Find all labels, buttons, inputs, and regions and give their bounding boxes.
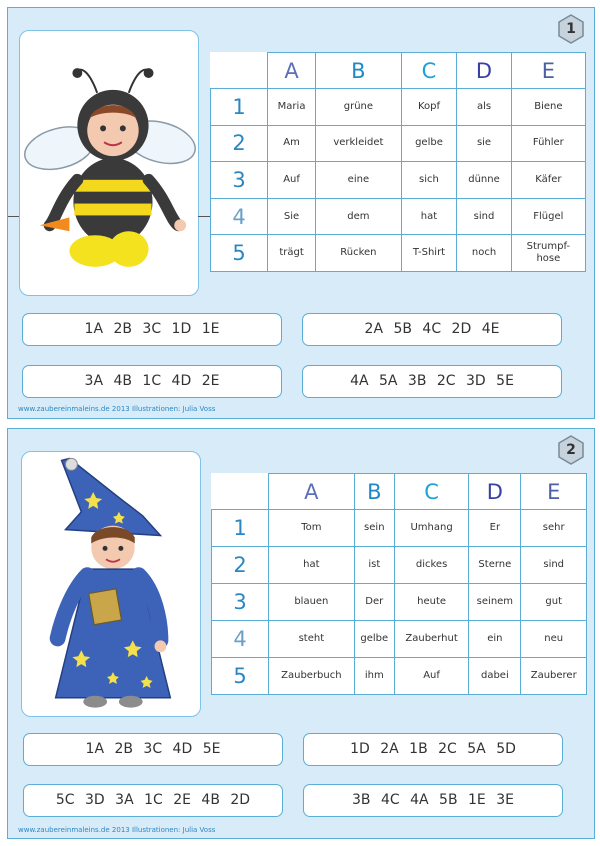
column-header: E [521,474,587,510]
footer-credit: www.zaubereinmaleins.de 2013 Illustrationen: Julia Voss [18,405,216,413]
grid-corner [212,474,269,510]
word-cell: dünne [457,162,511,199]
code-box: 2A 5B 4C 2D 4E [302,313,562,346]
word-cell: gelbe [401,125,457,162]
word-cell: grüne [316,89,401,126]
word-cell: Auf [268,162,316,199]
row-header: 1 [211,89,268,126]
column-header: D [469,474,521,510]
footer-credit: www.zaubereinmaleins.de 2013 Illustrationen: Julia Voss [18,826,216,834]
word-cell: Umhang [394,510,468,547]
row-header: 4 [211,198,268,235]
word-cell: verkleidet [316,125,401,162]
row-header: 2 [211,125,268,162]
row-header: 3 [212,584,269,621]
word-cell: sie [457,125,511,162]
word-cell: Er [469,510,521,547]
word-cell: blauen [269,584,355,621]
code-box: 3B 4C 4A 5B 1E 3E [303,784,563,817]
word-cell: Rücken [316,235,401,272]
word-cell: Zauberhut [394,621,468,658]
wizard-boy-illustration [21,451,201,717]
puzzle-card-1 [7,7,595,419]
word-cell: gut [521,584,587,621]
word-cell: hat [401,198,457,235]
column-header: C [394,474,468,510]
card-number-badge [556,435,586,465]
word-cell: steht [269,621,355,658]
row-header: 5 [211,235,268,272]
column-header: A [269,474,355,510]
word-cell: sind [457,198,511,235]
word-cell: ist [354,547,394,584]
row-header: 5 [212,658,269,695]
word-cell: ihm [354,658,394,695]
row-header: 4 [212,621,269,658]
column-header: A [268,53,316,89]
grid-corner [211,53,268,89]
card-number: 2 [566,442,576,458]
word-cell: als [457,89,511,126]
row-header: 2 [212,547,269,584]
row-header: 3 [211,162,268,199]
word-cell: trägt [268,235,316,272]
word-cell: Zauberbuch [269,658,355,695]
bee-girl-illustration [19,30,199,296]
word-cell: Biene [511,89,585,126]
word-cell: eine [316,162,401,199]
word-cell: sein [354,510,394,547]
word-cell: heute [394,584,468,621]
code-box: 5C 3D 3A 1C 2E 4B 2D [23,784,283,817]
puzzle-card-2 [7,428,595,839]
word-cell: seinem [469,584,521,621]
bee-costume-icon [20,31,198,295]
word-cell: sehr [521,510,587,547]
card-number-badge [556,14,586,44]
column-header: B [316,53,401,89]
code-box: 4A 5A 3B 2C 3D 5E [302,365,562,398]
card-number: 1 [566,21,576,37]
word-cell: gelbe [354,621,394,658]
word-cell: Am [268,125,316,162]
word-cell: hat [269,547,355,584]
code-box: 3A 4B 1C 4D 2E [22,365,282,398]
word-cell: dabei [469,658,521,695]
word-cell: Der [354,584,394,621]
word-cell: dem [316,198,401,235]
word-cell: Maria [268,89,316,126]
word-cell: neu [521,621,587,658]
word-cell: Zauberer [521,658,587,695]
word-cell: Auf [394,658,468,695]
word-cell: dickes [394,547,468,584]
word-cell: ein [469,621,521,658]
word-cell: sind [521,547,587,584]
word-cell: Kopf [401,89,457,126]
column-header: D [457,53,511,89]
column-header: C [401,53,457,89]
wizard-icon [22,452,200,716]
word-cell: Tom [269,510,355,547]
word-cell: Sie [268,198,316,235]
column-header: E [511,53,585,89]
word-cell: Sterne [469,547,521,584]
word-cell: noch [457,235,511,272]
code-box: 1A 2B 3C 1D 1E [22,313,282,346]
word-cell: Fühler [511,125,585,162]
word-cell: T-Shirt [401,235,457,272]
word-cell: Käfer [511,162,585,199]
pointer-line [8,216,19,217]
word-cell: Strumpf- hose [511,235,585,272]
word-grid [210,52,586,272]
word-cell: Flügel [511,198,585,235]
code-box: 1A 2B 3C 4D 5E [23,733,283,766]
row-header: 1 [212,510,269,547]
code-box: 1D 2A 1B 2C 5A 5D [303,733,563,766]
word-grid [211,473,587,695]
column-header: B [354,474,394,510]
word-cell: sich [401,162,457,199]
